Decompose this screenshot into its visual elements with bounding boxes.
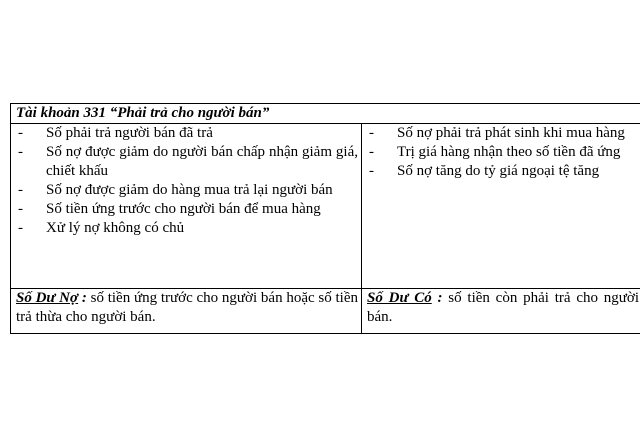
dash-marker: -	[369, 125, 374, 141]
list-item	[16, 124, 358, 143]
debit-side-cell	[11, 124, 362, 289]
credit-balance-text: số tiền còn phải trả cho người bán.	[367, 290, 639, 325]
credit-item-text: Số nợ tăng do tỷ giá ngoại tệ tăng	[397, 163, 600, 179]
credit-side-cell	[362, 124, 640, 289]
list-item	[367, 143, 639, 162]
debit-balance-label-suffix: :	[78, 290, 87, 306]
account-title-quoted: “Phải trả cho người bán”	[109, 105, 270, 121]
credit-item-text: Số nợ phải trả phát sinh khi mua hàng	[397, 125, 625, 141]
credit-item-text: Trị giá hàng nhận theo số tiền đã ứng	[397, 144, 621, 160]
debit-items-list	[16, 124, 358, 238]
dash-marker: -	[18, 220, 23, 236]
account-title-prefix: Tài khoản 331	[16, 105, 110, 121]
list-item	[367, 162, 639, 181]
credit-balance-cell	[362, 289, 640, 334]
list-item	[16, 143, 358, 181]
dash-marker: -	[18, 201, 23, 217]
list-item	[367, 124, 639, 143]
credit-balance-label-suffix: :	[431, 290, 443, 306]
dash-marker: -	[18, 144, 23, 160]
dash-marker: -	[369, 163, 374, 179]
debit-balance-text: số tiền ứng trước cho người bán hoặc số tiền trả thừa cho người bán.	[16, 290, 358, 325]
list-item	[16, 200, 358, 219]
credit-balance-label	[367, 290, 443, 306]
credit-items-list	[367, 124, 639, 181]
credit-balance-label-text: Số Dư Có	[367, 290, 432, 306]
list-item	[16, 219, 358, 238]
table-title-cell	[11, 104, 640, 124]
account-title	[16, 105, 269, 121]
account-331-table	[10, 103, 640, 334]
debit-item-text: Số tiền ứng trước cho người bán để mua hàng	[46, 201, 321, 217]
debit-item-text: Số nợ được giảm do hàng mua trả lại người bán	[46, 182, 333, 198]
dash-marker: -	[18, 125, 23, 141]
debit-item-text: Số phải trả người bán đã trả	[46, 125, 213, 141]
debit-balance-label-text: Số Dư Nợ	[16, 290, 79, 306]
debit-item-text: Xử lý nợ không có chủ	[46, 220, 185, 236]
dash-marker: -	[369, 144, 374, 160]
list-item	[16, 181, 358, 200]
debit-balance-cell	[11, 289, 362, 334]
dash-marker: -	[18, 182, 23, 198]
debit-item-text: Số nợ được giảm do người bán chấp nhận giảm giá, chiết khấu	[46, 144, 358, 179]
debit-balance-label	[16, 290, 87, 306]
